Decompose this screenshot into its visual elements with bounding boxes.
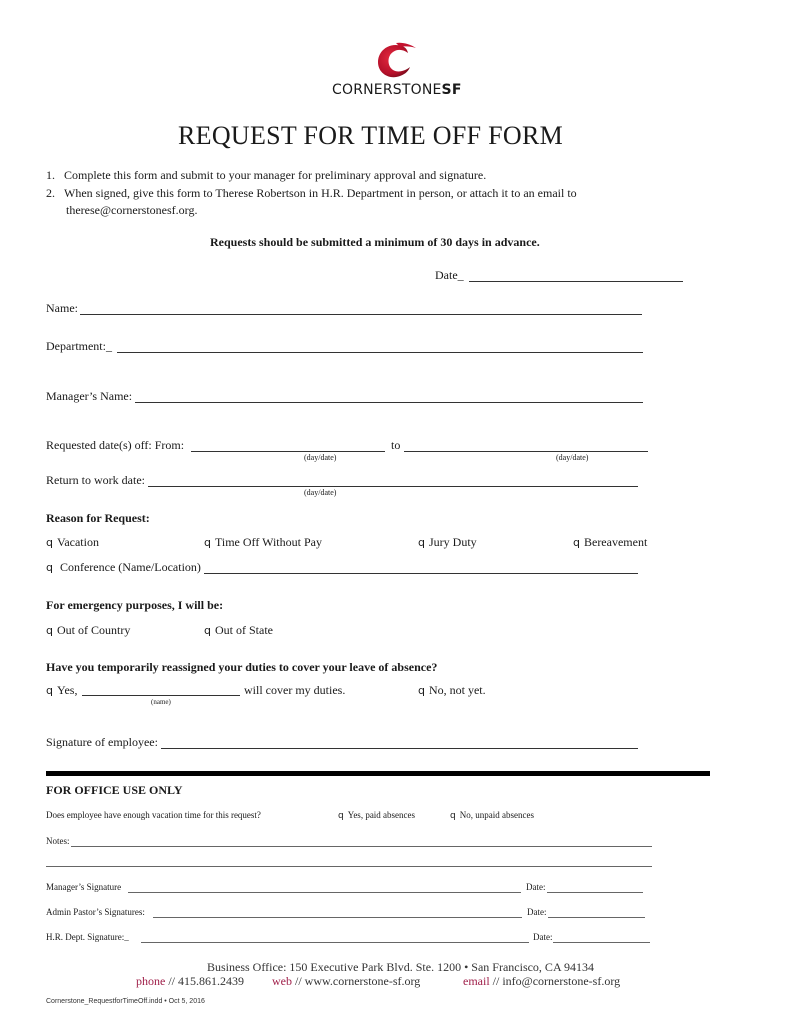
duties-heading: Have you temporarily reassigned your duties to cover your leave of absence?: [46, 660, 438, 674]
manager-name-label: Manager’s Name:: [46, 389, 133, 403]
checkbox-icon[interactable]: q: [418, 684, 425, 697]
date-field[interactable]: [469, 281, 683, 282]
department-label: Department:_: [46, 339, 112, 353]
admin-pastor-signature-field[interactable]: [153, 917, 522, 918]
checkbox-icon[interactable]: q: [46, 684, 53, 697]
checkbox-icon[interactable]: q: [46, 624, 53, 637]
phone-value: // 415.861.2439: [165, 974, 244, 988]
option-label: No, unpaid absences: [459, 810, 534, 820]
employee-signature-label: Signature of employee:: [46, 735, 158, 749]
admin-pastor-signature-label: Admin Pastor’s Signatures:: [46, 907, 145, 917]
hr-date-label: Date:: [533, 932, 553, 942]
emergency-out-of-state-option[interactable]: [204, 623, 273, 638]
will-cover-text: will cover my duties.: [244, 683, 346, 697]
reason-bereavement-option[interactable]: [573, 535, 647, 550]
name-field[interactable]: [80, 314, 642, 315]
manager-signature-label: Manager’s Signature: [46, 882, 122, 892]
reason-jury-duty-option[interactable]: [418, 535, 477, 550]
reason-heading: Reason for Request:: [46, 511, 150, 525]
company-name-regular: CORNERSTONE: [332, 82, 442, 98]
admin-pastor-date-field[interactable]: [548, 917, 645, 918]
footer-address: Business Office: 150 Executive Park Blvd. Ste. 1200 • San Francisco, CA 94134: [207, 960, 594, 974]
manager-signature-date-label: Date:: [526, 882, 546, 892]
duties-no-option[interactable]: [418, 683, 486, 698]
option-label: No, not yet.: [428, 683, 486, 697]
footer-phone: [136, 974, 244, 989]
company-name: [332, 82, 462, 98]
reason-time-off-without-pay-option[interactable]: [204, 535, 322, 550]
option-label: Out of State: [214, 623, 273, 637]
notes-field-line-2[interactable]: [46, 866, 652, 867]
checkbox-icon[interactable]: q: [204, 536, 211, 549]
reason-conference-option[interactable]: [46, 560, 201, 575]
submission-notice: Requests should be submitted a minimum of 30 days in advance.: [210, 235, 540, 249]
return-date-hint: (day/date): [304, 488, 337, 497]
section-divider: [46, 771, 710, 776]
instruction-2: [46, 186, 577, 201]
web-label: web: [272, 974, 292, 988]
name-label: Name:: [46, 301, 78, 315]
covering-person-field[interactable]: [82, 695, 240, 696]
page-title: REQUEST FOR TIME OFF FORM: [178, 121, 564, 150]
checkbox-icon[interactable]: q: [573, 536, 580, 549]
from-date-hint: (day/date): [304, 453, 337, 462]
instruction-2-email: therese@cornerstonesf.org.: [66, 203, 198, 217]
emergency-out-of-country-option[interactable]: [46, 623, 130, 638]
return-date-label: Return to work date:: [46, 473, 145, 487]
instruction-1: [46, 168, 486, 183]
conference-field[interactable]: [204, 573, 638, 574]
footer-email: [463, 974, 620, 989]
to-date-hint: (day/date): [556, 453, 589, 462]
hr-signature-label: H.R. Dept. Signature:_: [46, 932, 129, 942]
checkbox-icon[interactable]: q: [204, 624, 211, 637]
from-date-field[interactable]: [191, 451, 385, 452]
vacation-time-question: Does employee have enough vacation time for this request?: [46, 810, 261, 820]
option-label: Yes, paid absences: [347, 810, 416, 820]
duties-yes-option[interactable]: [46, 683, 77, 698]
admin-pastor-date-label: Date:: [527, 907, 547, 917]
return-date-field[interactable]: [148, 486, 638, 487]
instruction-text: When signed, give this form to Therese Robertson in H.R. Department in person, or attach it to an email to: [64, 186, 577, 200]
office-yes-paid-option[interactable]: [338, 810, 415, 821]
notes-field-line-1[interactable]: [71, 846, 652, 847]
phone-label: phone: [136, 974, 166, 988]
emergency-heading: For emergency purposes, I will be:: [46, 598, 224, 612]
checkbox-icon[interactable]: q: [46, 536, 53, 549]
option-label: Yes,: [56, 683, 78, 697]
checkbox-icon[interactable]: q: [418, 536, 425, 549]
instruction-number: 2.: [46, 186, 55, 200]
option-label: Bereavement: [583, 535, 648, 549]
employee-signature-field[interactable]: [161, 748, 638, 749]
option-label: Time Off Without Pay: [214, 535, 322, 549]
email-label: email: [463, 974, 490, 988]
department-field[interactable]: [117, 352, 643, 353]
office-use-heading: FOR OFFICE USE ONLY: [46, 783, 183, 797]
to-date-field[interactable]: [404, 451, 648, 452]
company-logo: [372, 40, 418, 82]
office-no-unpaid-option[interactable]: [450, 810, 534, 821]
manager-signature-field[interactable]: [128, 892, 521, 893]
web-link[interactable]: // www.cornerstone-sf.org: [292, 974, 421, 988]
instruction-number: 1.: [46, 168, 55, 182]
file-stamp: Cornerstone_RequestforTimeOff.indd • Oct 5, 2016: [46, 998, 205, 1005]
option-label: Vacation: [56, 535, 99, 549]
footer-web: [272, 974, 420, 989]
requested-dates-label: Requested date(s) off: From:: [46, 438, 185, 452]
option-label: Conference (Name/Location): [59, 560, 201, 574]
company-name-bold: SF: [441, 82, 462, 98]
checkbox-icon[interactable]: q: [338, 811, 344, 821]
date-label: Date_: [435, 268, 464, 282]
reason-vacation-option[interactable]: [46, 535, 99, 550]
email-link[interactable]: // info@cornerstone-sf.org: [489, 974, 621, 988]
checkbox-icon[interactable]: q: [450, 811, 456, 821]
hr-signature-field[interactable]: [141, 942, 529, 943]
manager-signature-date-field[interactable]: [547, 892, 643, 893]
instruction-text: Complete this form and submit to your manager for preliminary approval and signature.: [64, 168, 487, 182]
option-label: Out of Country: [56, 623, 131, 637]
option-label: Jury Duty: [428, 535, 477, 549]
crescent-c-logo-icon: [372, 40, 418, 82]
checkbox-icon[interactable]: q: [46, 561, 53, 574]
to-label: to: [391, 438, 401, 452]
manager-name-field[interactable]: [135, 402, 643, 403]
notes-label: Notes:: [46, 836, 70, 846]
hr-date-field[interactable]: [553, 942, 650, 943]
covering-person-hint: (name): [151, 698, 171, 706]
